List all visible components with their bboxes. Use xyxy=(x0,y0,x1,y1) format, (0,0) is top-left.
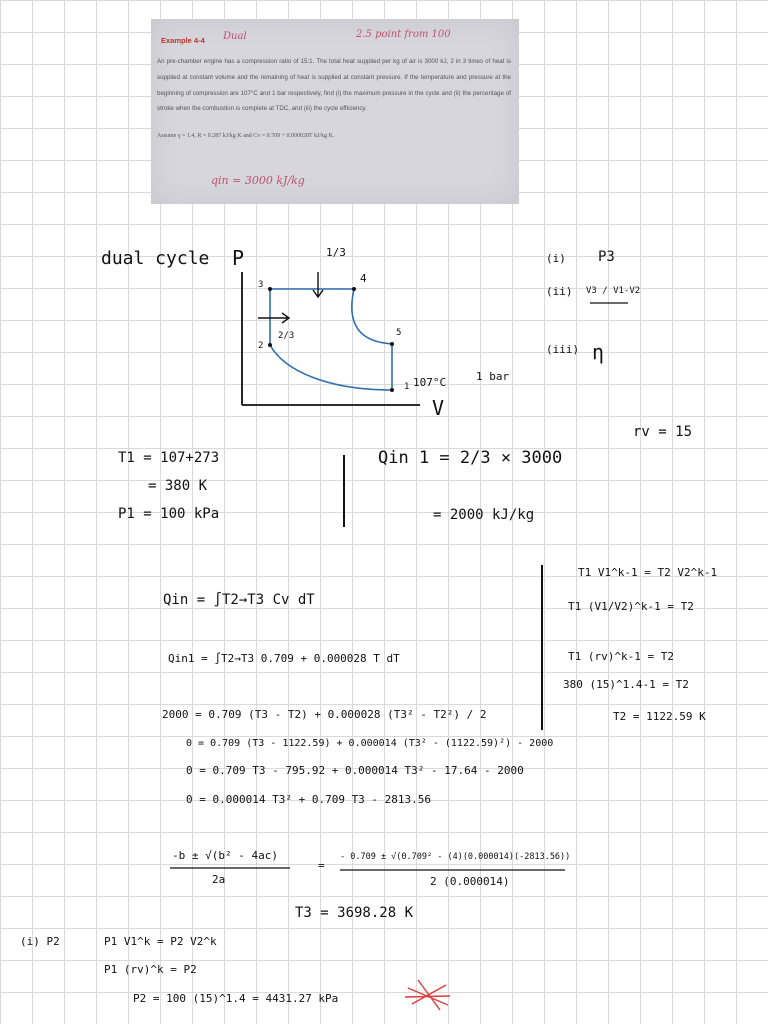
find-ii-label: (ii) xyxy=(546,285,573,298)
quadratic-general-numerator: -b ± √(b² - 4ac) xyxy=(172,849,278,862)
state-label-3: 3 xyxy=(258,280,264,290)
example-title: Example 4-4 xyxy=(161,36,205,45)
quadratic-denominator: 2 (0.000014) xyxy=(430,875,510,888)
p-axis-label: P xyxy=(232,246,245,270)
problem-assume: Assume γ = 1.4, R = 0.287 kJ/kg K and Cv = 0.709 + 0.000028T kJ/kg K. xyxy=(157,133,335,139)
scribble-dual: Dual xyxy=(223,31,247,42)
state-point-4 xyxy=(352,287,356,291)
red-cross-mark xyxy=(405,980,450,1010)
heat-in-arrow-top xyxy=(313,272,323,297)
compression-ratio: rv = 15 xyxy=(633,424,693,440)
state1-temperature: 107°C xyxy=(413,376,447,389)
t2-result: T2 = 1122.59 K xyxy=(613,710,706,723)
p2-line2: P1 (rv)^k = P2 xyxy=(104,963,197,976)
t2-line2: T1 (V1/V2)^k-1 = T2 xyxy=(568,600,694,613)
state-point-1 xyxy=(390,388,394,392)
equation-4: 0 = 0.000014 T3² + 0.709 T3 - 2813.56 xyxy=(186,793,432,806)
diagram-title: dual cycle xyxy=(101,248,210,269)
state-label-4: 4 xyxy=(360,272,367,285)
t2-line3: T1 (rv)^k-1 = T2 xyxy=(568,650,674,663)
equation-1: 2000 = 0.709 (T3 - T2) + 0.000028 (T3² - T2²) / 2 xyxy=(162,708,487,721)
find-i-label: (i) xyxy=(546,252,566,265)
quadratic-general-denominator: 2a xyxy=(212,873,226,886)
p2-line3: P2 = 100 (15)^1.4 = 4431.27 kPa xyxy=(133,992,339,1005)
t3-result: T3 = 3698.28 K xyxy=(295,905,414,921)
quadratic-numerator: - 0.709 ± √(0.709² - (4)(0.000014)(-2813.56)) xyxy=(340,852,571,862)
find-i-value: P3 xyxy=(598,249,615,265)
state-label-2: 2 xyxy=(258,341,264,351)
equation-2: 0 = 0.709 (T3 - 1122.59) + 0.000014 (T3² - (1122.59)²) - 2000 xyxy=(186,738,554,749)
equation-3: 0 = 0.709 T3 - 795.92 + 0.000014 T3² - 17.64 - 2000 xyxy=(186,764,524,777)
vertical-divider-2 xyxy=(541,565,543,730)
heat-in-arrow-side xyxy=(258,313,289,323)
p2-label: (i) P2 xyxy=(20,935,60,948)
fraction-one-third: 1/3 xyxy=(326,246,346,259)
quadratic-equals: = xyxy=(318,859,325,872)
state1-line3: P1 = 100 kPa xyxy=(118,506,220,522)
qin1-line2: = 2000 kJ/kg xyxy=(433,507,535,523)
state-point-3 xyxy=(268,287,272,291)
t2-line1: T1 V1^k-1 = T2 V2^k-1 xyxy=(578,566,718,579)
state-label-5: 5 xyxy=(396,328,402,338)
fraction-two-thirds: 2/3 xyxy=(278,331,295,341)
find-iii-label: (iii) xyxy=(546,343,580,356)
vertical-divider-1 xyxy=(343,455,345,527)
find-ii-value: V3 / V1-V2 xyxy=(586,286,641,296)
scribble-qin: qin = 3000 kJ/kg xyxy=(211,174,305,187)
state-point-2 xyxy=(268,343,272,347)
state-label-1: 1 xyxy=(404,382,410,392)
process-1-2 xyxy=(270,345,392,390)
find-iii-value: η xyxy=(592,340,605,364)
state1-pressure: 1 bar xyxy=(476,370,510,383)
scribble-grade: 2.5 point from 100 xyxy=(356,29,451,40)
qin1-line1: Qin 1 = 2/3 × 3000 xyxy=(378,448,563,468)
qin-integral-line2: Qin1 = ∫T2→T3 0.709 + 0.000028 T dT xyxy=(168,652,400,665)
p2-line1: P1 V1^k = P2 V2^k xyxy=(104,935,217,948)
v-axis-label: V xyxy=(432,396,445,420)
t2-line4: 380 (15)^1.4-1 = T2 xyxy=(563,678,689,691)
qin-integral-line1: Qin = ∫T2→T3 Cv dT xyxy=(163,592,315,608)
problem-text: An pre-chamber engine has a compression ratio of 15:1. The total heat supplied per kg of air is 3000 kJ, 2 in 3 times of heat is supplied at constant volume and the remaining of heat is supplied at constant pressure. If the temperature and pressure at the beginning of compression are 107°C and 1 bar respectively, find (i) the maximum pressure in the cycle and (ii) the percentage of stroke when the combustion is complete at TDC, and (iii) the cycle efficiency. xyxy=(157,58,511,113)
state1-line1: T1 = 107+273 xyxy=(118,450,220,466)
process-4-5 xyxy=(352,289,392,344)
state1-line2: = 380 K xyxy=(148,478,208,494)
state-point-5 xyxy=(390,342,394,346)
